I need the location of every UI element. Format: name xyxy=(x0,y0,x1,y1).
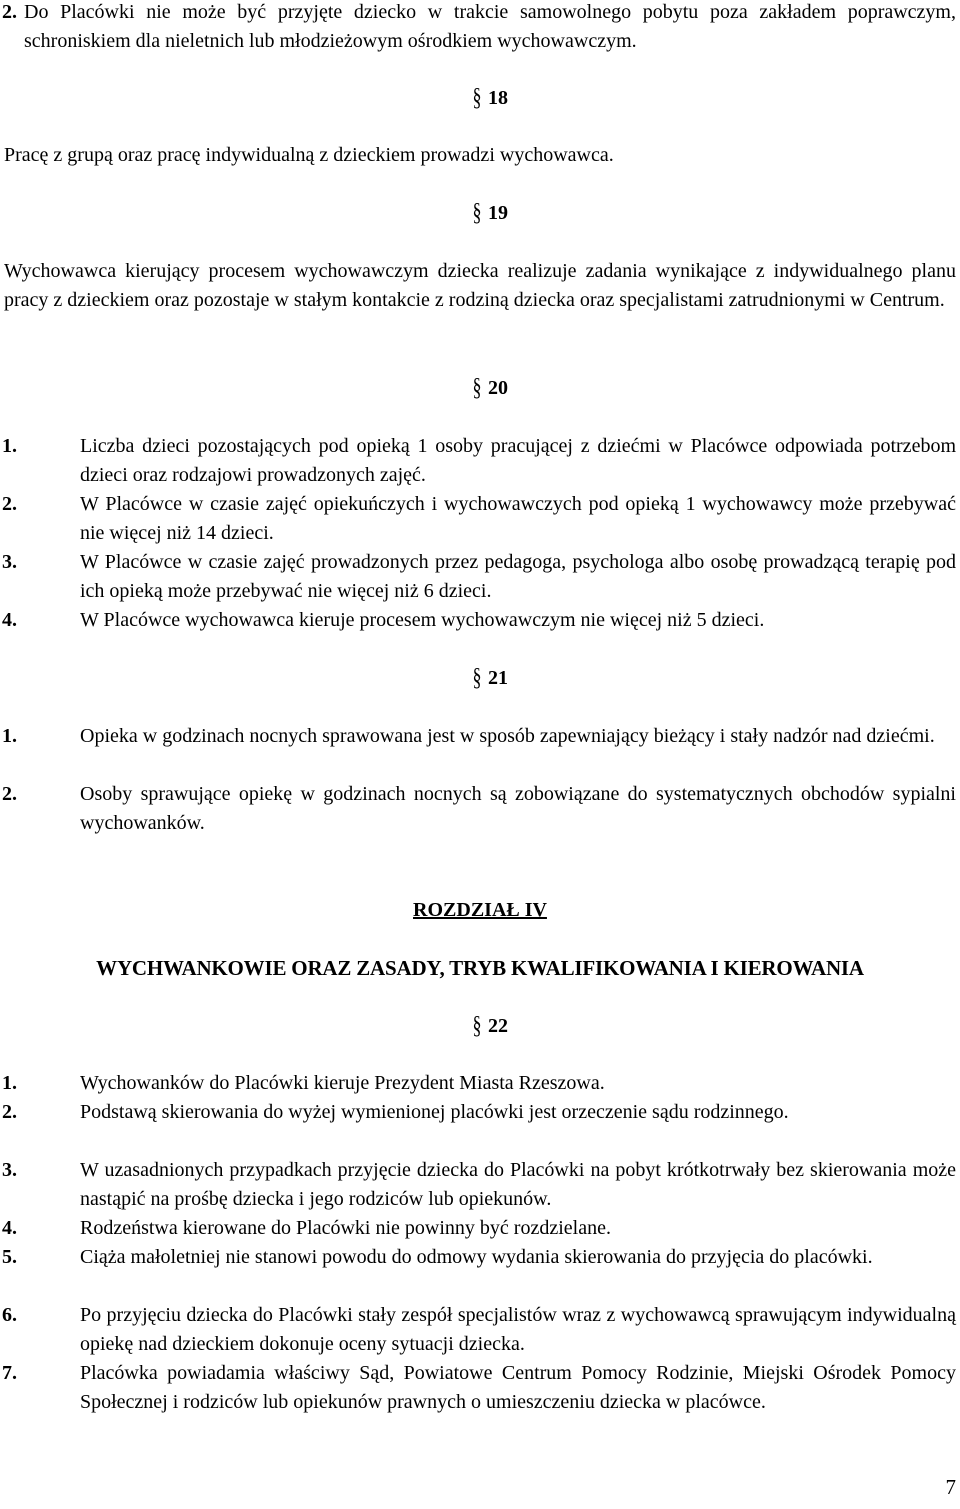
section-number: 20 xyxy=(488,377,508,399)
list-item-20-2 xyxy=(2,490,956,548)
item-number: 7. xyxy=(2,1362,17,1384)
list-item-top-2 xyxy=(2,0,956,56)
section-heading-19 xyxy=(440,199,540,228)
list-item-22-5 xyxy=(2,1243,956,1272)
section-number: 18 xyxy=(488,87,508,109)
item-number: 6. xyxy=(2,1304,17,1326)
chapter-title: WYCHWANKOWIE ORAZ ZASADY, TRYB KWALIFIKOWANIA I KIEROWANIA xyxy=(96,956,864,980)
item-number: 4. xyxy=(2,609,17,631)
item-number: 2. xyxy=(2,783,17,805)
item-text: Wychowanków do Placówki kieruje Prezydent Miasta Rzeszowa. xyxy=(80,1072,605,1094)
item-text: Po przyjęciu dziecka do Placówki stały zespół specjalistów wraz z wychowawcą sprawującym indywidualną opiekę nad dzieckiem dokonuje oceny sytuacji dziecka. xyxy=(80,1304,956,1355)
item-number: 3. xyxy=(2,1159,17,1181)
list-item-22-1 xyxy=(2,1069,956,1098)
section-symbol: § xyxy=(472,1012,482,1040)
item-text: Do Placówki nie może być przyjęte dziecko w trakcie samowolnego pobytu poza zakładem poprawczym, schroniskiem dla nieletnich lub młodzieżowym ośrodkiem wychowawczym. xyxy=(24,1,956,52)
item-text: W uzasadnionych przypadkach przyjęcie dziecka do Placówki na pobyt krótkotrwały bez skierowania może nastąpić na prośbę dziecka i jego rodziców lub opiekunów. xyxy=(80,1159,956,1210)
list-item-21-2 xyxy=(2,780,956,838)
section-heading-22 xyxy=(440,1012,540,1041)
item-text: Liczba dzieci pozostających pod opieką 1 osoby pracującej z dziećmi w Placówce odpowiada potrzebom dzieci oraz rodzajowi prowadzonych zajęć. xyxy=(80,435,956,486)
page-number: 7 xyxy=(945,1475,956,1499)
section-heading-20 xyxy=(440,374,540,403)
item-text: Rodzeństwa kierowane do Placówki nie powinny być rozdzielane. xyxy=(80,1217,611,1239)
list-item-22-6 xyxy=(2,1301,956,1359)
section-heading-18 xyxy=(440,84,540,113)
list-item-20-3 xyxy=(2,548,956,606)
section-symbol: § xyxy=(472,199,482,227)
item-number: 2. xyxy=(2,1,17,23)
list-item-22-7 xyxy=(2,1359,956,1417)
item-number: 2. xyxy=(2,1101,17,1123)
item-number: 1. xyxy=(2,1072,17,1094)
section-18-text: Pracę z grupą oraz pracę indywidualną z dzieckiem prowadzi wychowawca. xyxy=(4,144,614,166)
item-text: Placówka powiadamia właściwy Sąd, Powiatowe Centrum Pomocy Rodzinie, Miejski Ośrodek Pomocy Społecznej i rodziców lub opiekunów prawnych o umieszczeniu dziecka w placówce. xyxy=(80,1362,956,1413)
list-item-20-4 xyxy=(2,606,956,635)
item-number: 1. xyxy=(2,435,17,457)
section-19-text: Wychowawca kierujący procesem wychowawczym dziecka realizuje zadania wynikające z indywidualnego planu pracy z dzieckiem oraz pozostaje w stałym kontakcie z rodziną dziecka oraz specjalistami zatrudnionymi w Centrum. xyxy=(4,260,956,311)
section-heading-21 xyxy=(440,664,540,693)
list-item-20-1 xyxy=(2,432,956,490)
list-item-22-3 xyxy=(2,1156,956,1214)
chapter-number xyxy=(0,896,960,925)
item-number: 5. xyxy=(2,1246,17,1268)
section-number: 19 xyxy=(488,202,508,224)
section-symbol: § xyxy=(472,664,482,692)
chapter-number-text: ROZDZIAŁ IV xyxy=(413,899,547,921)
item-number: 4. xyxy=(2,1217,17,1239)
item-number: 2. xyxy=(2,493,17,515)
item-text: Podstawą skierowania do wyżej wymienionej placówki jest orzeczenie sądu rodzinnego. xyxy=(80,1101,789,1123)
list-item-21-1 xyxy=(2,722,956,751)
section-symbol: § xyxy=(472,84,482,112)
list-item-22-2 xyxy=(2,1098,956,1127)
section-number: 22 xyxy=(488,1015,508,1037)
item-text: Opieka w godzinach nocnych sprawowana jest w sposób zapewniający bieżący i stały nadzór nad dziećmi. xyxy=(80,725,935,747)
item-text: W Placówce w czasie zajęć prowadzonych przez pedagoga, psychologa albo osobę prowadzącą terapię pod ich opieką może przebywać nie więcej niż 6 dzieci. xyxy=(80,551,956,602)
item-text: Ciąża małoletniej nie stanowi powodu do odmowy wydania skierowania do przyjęcia do placówki. xyxy=(80,1246,873,1268)
section-number: 21 xyxy=(488,667,508,689)
item-number: 3. xyxy=(2,551,17,573)
item-text: Osoby sprawujące opiekę w godzinach nocnych są zobowiązane do systematycznych obchodów sypialni wychowanków. xyxy=(80,783,956,834)
section-symbol: § xyxy=(472,374,482,402)
item-text: W Placówce wychowawca kieruje procesem wychowawczym nie więcej niż 5 dzieci. xyxy=(80,609,765,631)
item-text: W Placówce w czasie zajęć opiekuńczych i wychowawczych pod opieką 1 wychowawcy może przebywać nie więcej niż 14 dzieci. xyxy=(80,493,956,544)
list-item-22-4 xyxy=(2,1214,956,1243)
item-number: 1. xyxy=(2,725,17,747)
